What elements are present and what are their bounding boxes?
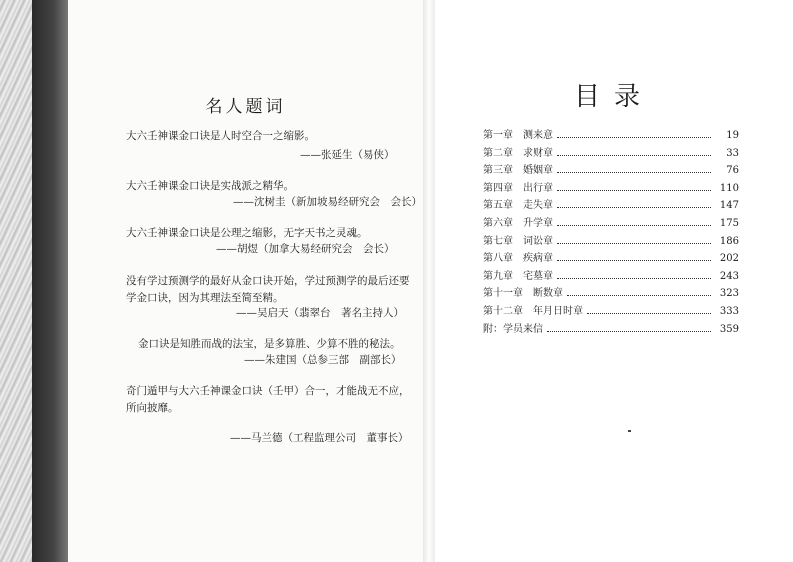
- toc-entry-page: 33: [726, 147, 739, 159]
- toc-entry: [483, 126, 739, 144]
- toc-entry: [483, 302, 739, 320]
- toc-entry-label: 第十一章 断数章: [483, 288, 563, 300]
- quote-text: 奇门遁甲与大六壬神课金口诀（壬甲）合一，才能战无不应，所向披靡。: [126, 385, 410, 414]
- toc-leader-dots: [557, 172, 711, 173]
- toc-entry-label: 第四章 出行章: [483, 182, 553, 194]
- toc-entry-label: 第二章 求财章: [483, 147, 553, 159]
- toc-entry-page: 147: [719, 200, 739, 212]
- toc-entry-label: 第八章 疾病章: [483, 253, 553, 265]
- book-gutter: [423, 0, 435, 562]
- toc-leader-dots: [557, 155, 711, 156]
- toc-entry: [483, 320, 739, 338]
- toc-entry-label: 第三章 婚姻章: [483, 165, 553, 177]
- toc-entry-label: 第十二章 年月日时章: [483, 305, 583, 317]
- toc-entry: [483, 232, 739, 250]
- toc-entry-page: 202: [719, 253, 739, 265]
- toc-entry-label: 第五章 走失章: [483, 200, 553, 212]
- toc-leader-dots: [557, 278, 711, 279]
- toc-entry: [483, 267, 739, 285]
- quote-text: 大六壬神课金口诀是人时空合一之缩影。: [126, 130, 315, 142]
- toc-entry: [483, 144, 739, 162]
- toc-leader-dots: [547, 331, 711, 332]
- scan-speck: [628, 430, 631, 432]
- page-title: 名人题词: [205, 97, 286, 117]
- quote-attribution: ——张延生（易侠）: [300, 149, 395, 161]
- toc-entry-page: 333: [719, 305, 739, 317]
- quote-attribution: ——马兰德（工程监理公司 董事长）: [230, 432, 409, 444]
- toc-entry-label: 第一章 测来意: [483, 130, 553, 141]
- toc-entry-page: 110: [719, 182, 739, 194]
- toc-leader-dots: [587, 313, 711, 314]
- toc-leader-dots: [557, 260, 711, 261]
- toc-entry-label: 第九章 宅墓章: [483, 270, 553, 282]
- toc-entry-page: 186: [719, 235, 739, 247]
- toc-leader-dots: [557, 225, 711, 226]
- toc-entry-label: 附：学员来信: [483, 323, 543, 335]
- toc-entry-page: 359: [719, 323, 739, 335]
- quote-attribution: ——沈树圭（新加坡易经研究会 会长）: [233, 196, 422, 208]
- toc-entry: [483, 214, 739, 232]
- toc-entry-page: 175: [719, 217, 739, 229]
- toc-entry: [483, 284, 739, 302]
- quote-attribution: ——朱建国（总参三部 副部长）: [244, 354, 402, 366]
- toc-leader-dots: [567, 295, 711, 296]
- toc-entry: [483, 249, 739, 267]
- quote-attribution: ——吴启天（翡翠台 著名主持人）: [236, 307, 404, 319]
- quote-text: 大六壬神课金口诀是实战派之精华。: [126, 180, 294, 192]
- quote-text: 金口诀是知胜而战的法宝，是多算胜、少算不胜的秘法。: [138, 338, 401, 350]
- quote-attribution: ——胡煜（加拿大易经研究会 会长）: [216, 243, 395, 255]
- toc-entry-page: 76: [726, 165, 739, 177]
- left-page: [68, 0, 423, 562]
- quote-text: 大六壬神课金口诀是公理之缩影，无字天书之灵魂。: [126, 227, 368, 239]
- toc-leader-dots: [557, 190, 711, 191]
- toc-entry-page: 243: [719, 270, 739, 282]
- toc-leader-dots: [557, 207, 711, 208]
- toc-entry: [483, 179, 739, 197]
- toc-leader-dots: [557, 137, 711, 138]
- toc-entry: [483, 161, 739, 179]
- toc-leader-dots: [557, 243, 711, 244]
- table-of-contents: [483, 126, 739, 337]
- toc-entry-label: 第六章 升学章: [483, 217, 553, 229]
- toc-entry: [483, 196, 739, 214]
- scan-shadow: [32, 0, 68, 562]
- toc-title: 目录: [573, 82, 654, 112]
- toc-entry-label: 第七章 词讼章: [483, 235, 553, 247]
- toc-entry-page: 19: [726, 130, 739, 141]
- quote-text: 没有学过预测学的最好从金口诀开始，学过预测学的最后还要学金口诀，因为其理法至简至精。: [126, 275, 410, 304]
- scan-edge: [0, 0, 32, 562]
- right-page: [435, 0, 793, 562]
- toc-entry-page: 323: [719, 288, 739, 300]
